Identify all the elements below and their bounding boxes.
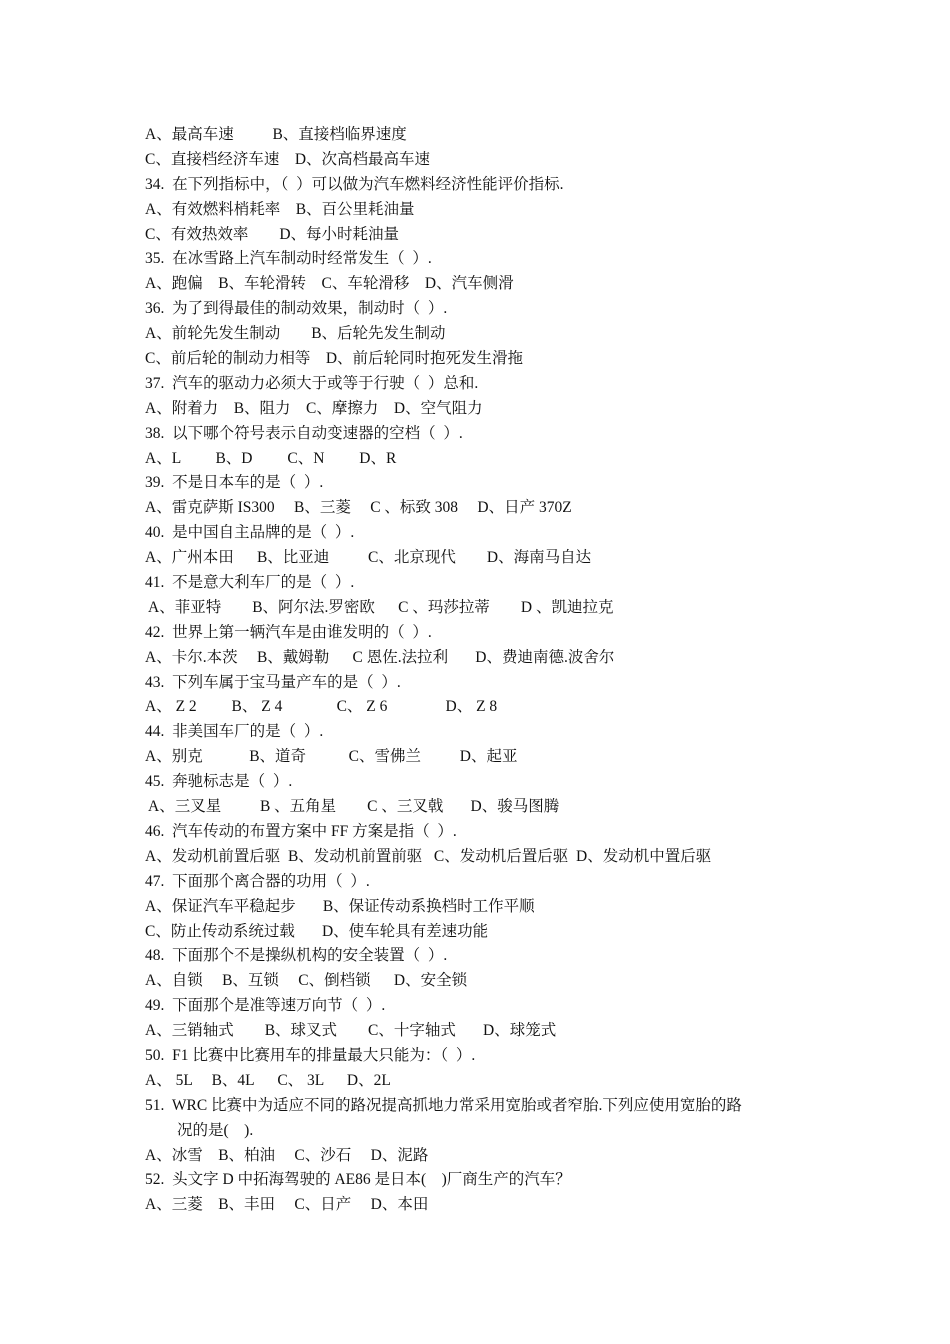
question-41: 41. 不是意大利车厂的是（ ）. (145, 574, 355, 592)
question-36: 36. 为了到得最佳的制动效果，制动时（ ）. (145, 300, 448, 318)
answer-options-line: A、卡尔.本茨 B、戴姆勒 C 恩佐.法拉利 D、费迪南德.波舍尔 (145, 648, 615, 666)
answer-options-line: A、 5L B、4L C、 3L D、2L (145, 1071, 391, 1089)
question-45: 45. 奔驰标志是（ ）. (145, 773, 293, 791)
question-number: 51. (145, 1096, 172, 1114)
question-50: 50. F1 比赛中比赛用车的排量最大只能为：（ ）. (145, 1046, 476, 1064)
answer-options-line: A、三菱 B、丰田 C、日产 D、本田 (145, 1196, 429, 1214)
answer-options-line: A、三叉星 B 、五角星 C 、三叉戟 D、骏马图腾 (145, 798, 560, 816)
question-39: 39. 不是日本车的是（ ）. (145, 474, 324, 492)
answer-options-line: A、自锁 B、互锁 C、倒档锁 D、安全锁 (145, 972, 468, 990)
answer-options-line: A、冰雪 B、柏油 C、沙石 D、泥路 (145, 1146, 429, 1164)
answer-options-line: C、防止传动系统过载 D、使车轮具有差速功能 (145, 922, 489, 940)
question-44: 44. 非美国车厂的是（ ）. (145, 723, 324, 741)
answer-options-line: A、菲亚特 B、阿尔法.罗密欧 C 、玛莎拉蒂 D 、凯迪拉克 (145, 598, 614, 616)
answer-options-line: C、有效热效率 D、每小时耗油量 (145, 225, 400, 243)
question-46: 46. 汽车传动的布置方案中 FF 方案是指（ ）. (145, 822, 457, 840)
answer-options-line: A、有效燃料梢耗率 B、百公里耗油量 (145, 200, 415, 218)
answer-options-line: A、三销轴式 B、球叉式 C、十字轴式 D、球笼式 (145, 1022, 557, 1040)
answer-options-line: A、 Z 2 B、 Z 4 C、 Z 6 D、 Z 8 (145, 698, 498, 716)
question-34: 34. 在下列指标中，（ ）可以做为汽车燃料经济性能评价指标. (145, 175, 564, 193)
question-list (145, 123, 825, 1218)
question-49: 49. 下面那个是准等速万向节（ ）. (145, 997, 386, 1015)
question-38: 38. 以下哪个符号表示自动变速器的空档（ ）. (145, 424, 463, 442)
answer-options-line: A、发动机前置后驱 B、发动机前置前驱 C、发动机后置后驱 D、发动机中置后驱 (145, 847, 712, 865)
question-47: 47. 下面那个离合器的功用（ ）. (145, 872, 370, 890)
answer-options-line: A、最高车速 B、直接档临界速度 (145, 126, 407, 143)
answer-options-line: C、直接档经济车速 D、次高档最高车速 (145, 150, 431, 168)
question-51 (145, 1094, 825, 1144)
answer-options-line: A、前轮先发生制动 B、后轮先发生制动 (145, 325, 446, 343)
answer-options-line: A、保证汽车平稳起步 B、保证传动系换档时工作平顺 (145, 897, 535, 915)
answer-options-line: A、跑偏 B、车轮滑转 C、车轮滑移 D、汽车侧滑 (145, 275, 514, 293)
question-52: 52. 头文字 D 中拓海驾驶的 AE86 是日本( )厂商生产的汽车？ (145, 1171, 571, 1189)
question-48: 48. 下面那个不是操纵机构的安全装置（ ）. (145, 947, 448, 965)
answer-options-line: C、前后轮的制动力相等 D、前后轮同时抱死发生滑拖 (145, 350, 524, 368)
question-text: WRC 比赛中为适应不同的路况提高抓地力常采用宽胎或者窄胎.下列应使用宽胎的路 (171, 1096, 742, 1114)
answer-options-line: A、别克 B、道奇 C、雪佛兰 D、起亚 (145, 748, 518, 766)
question-42: 42. 世界上第一辆汽车是由谁发明的（ ）. (145, 623, 432, 641)
answer-options-line: A、雷克萨斯 IS300 B、三菱 C 、标致 308 D、日产 370Z (145, 499, 572, 517)
question-text-continuation: 况的是( ). (177, 1121, 254, 1139)
question-37: 37. 汽车的驱动力必须大于或等于行驶（ ）总和. (145, 374, 479, 392)
question-35: 35. 在冰雪路上汽车制动时经常发生（ ）. (145, 250, 432, 268)
answer-options-line: A、L B、D C、N D、R (145, 449, 397, 467)
answer-options-line: A、广州本田 B、比亚迪 C、北京现代 D、海南马自达 (145, 549, 592, 567)
question-40: 40. 是中国自主品牌的是（ ）. (145, 524, 355, 542)
answer-options-line: A、附着力 B、阻力 C、摩擦力 D、空气阻力 (145, 399, 483, 417)
question-43: 43. 下列车属于宝马量产车的是（ ）. (145, 673, 401, 691)
